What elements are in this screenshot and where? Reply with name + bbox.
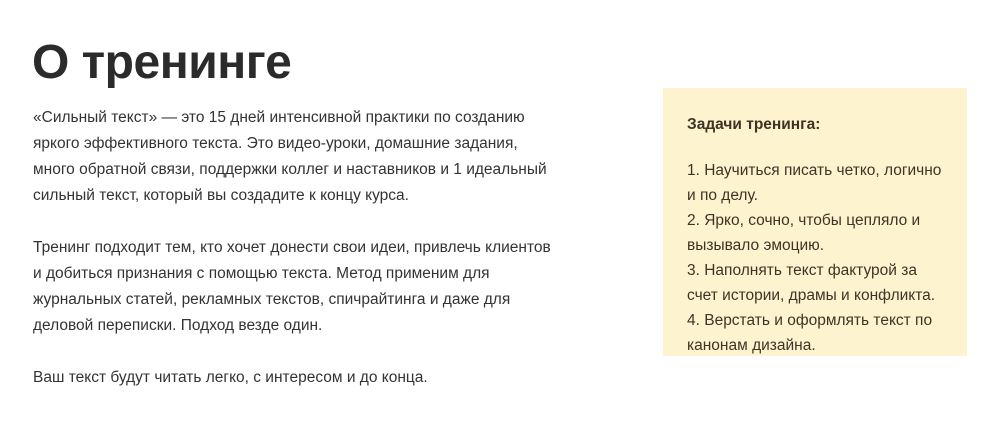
body-paragraph-3: Ваш текст будут читать легко, с интересом и до конца. — [33, 369, 428, 386]
body-paragraph-1: «Сильный текст» — это 15 дней интенсивной практики по созданию яркого эффективного текста. Это видео-уроки, домашние задания, много обратной связи, поддержки коллег и наставников и 1 идеальный сильный текст, который вы создадите к концу курса. — [33, 109, 547, 204]
callout-list-item: 3. Наполнять текст фактурой за счет истории, драмы и конфликта. — [687, 262, 936, 304]
callout-list-item: 4. Верстать и оформлять текст по канонам дизайна. — [687, 312, 933, 354]
callout-title: Задачи тренинга: — [687, 116, 821, 133]
body-paragraph-2: Тренинг подходит тем, кто хочет донести свои идеи, привлечь клиентов и добиться признания с помощью текста. Метод применим для журнальных статей, рекламных текстов, спичрайтинга и даже для деловой переписки. Подход везде один. — [33, 239, 551, 334]
page-title: О тренинге — [32, 36, 292, 90]
callout-box — [663, 88, 967, 356]
callout-list-item: 2. Ярко, сочно, чтобы цепляло и вызывало эмоцию. — [687, 212, 921, 254]
body-column — [33, 105, 553, 391]
callout-list-item: 1. Научиться писать четко, логично и по делу. — [687, 162, 942, 204]
callout-list — [687, 158, 943, 358]
